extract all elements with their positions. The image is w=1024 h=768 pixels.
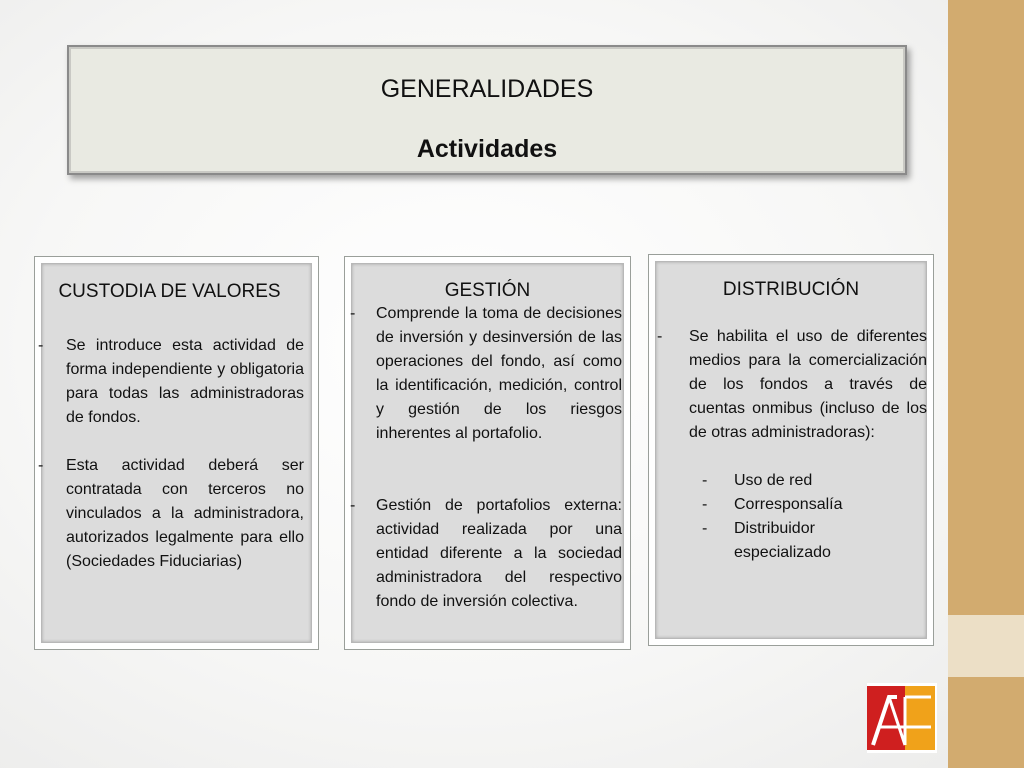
- bullet-dash: -: [657, 328, 663, 345]
- subitem-label: Distribuidor especializado: [734, 520, 831, 561]
- custodia-item-2: Esta actividad deberá ser contratada con terceros no vinculados a la administradora, autorizados legalmente para ello (Sociedades Fiduciarias): [66, 457, 304, 570]
- bullet-dash: -: [38, 337, 44, 354]
- bullet-dash: -: [350, 497, 356, 514]
- gestion-item-1: Comprende la toma de decisiones de inversión y desinversión de las operaciones del fondo, así como la identificación, medición, control y gestión de los riesgos inherentes al portafolio.: [376, 305, 622, 442]
- title-box: [67, 45, 907, 175]
- custodia-panel: [34, 256, 319, 650]
- slide-title: GENERALIDADES: [380, 75, 594, 103]
- gestion-title: GESTIÓN: [444, 280, 531, 301]
- subitem-label: Uso de red: [734, 472, 813, 489]
- custodia-title: CUSTODIA DE VALORES: [58, 281, 281, 302]
- distribucion-item-1: Se habilita el uso de diferentes medios para la comercialización de los fondos a través de cuentas onmibus (incluso de los de otras administradoras):: [689, 328, 927, 441]
- bullet-dash: -: [702, 472, 708, 489]
- gestion-panel: [344, 256, 631, 650]
- distribucion-title: DISTRIBUCIÓN: [722, 279, 860, 300]
- slide-subtitle: Actividades: [416, 135, 558, 163]
- bullet-dash: -: [38, 457, 44, 474]
- bullet-dash: -: [702, 496, 708, 513]
- gestion-item-2: Gestión de portafolios externa: actividad realizada por una entidad diferente a la sociedad administradora del respectivo fondo de inversión colectiva.: [376, 497, 622, 610]
- custodia-item-1: Se introduce esta actividad de forma independiente y obligatoria para todas las administradoras de fondos.: [66, 337, 304, 426]
- logo-letters-icon: [867, 683, 937, 753]
- subitem-label: Corresponsalía: [734, 496, 843, 513]
- distribucion-panel: [648, 254, 934, 646]
- bullet-dash: -: [350, 305, 356, 322]
- bullet-dash: -: [702, 520, 708, 537]
- accent-bar-highlight: [948, 615, 1024, 677]
- af-logo-icon: [867, 683, 937, 753]
